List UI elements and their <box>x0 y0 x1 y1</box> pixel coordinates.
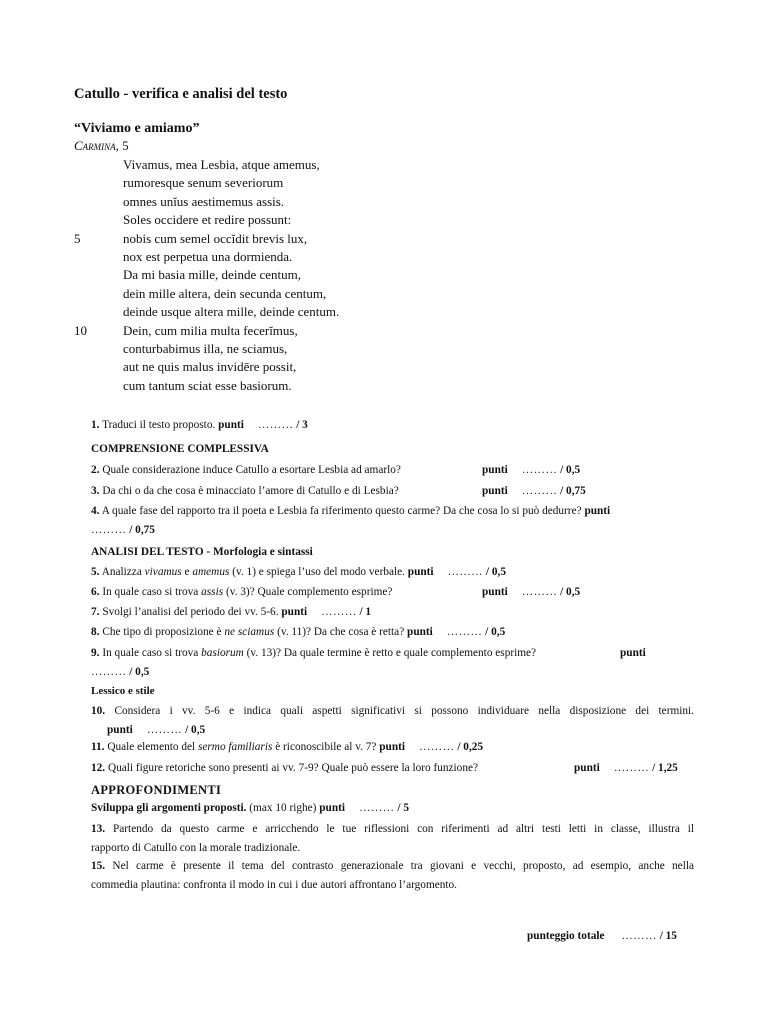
points-score: / 0,5 <box>485 626 506 638</box>
latin-term: assis <box>201 586 224 598</box>
question-4 <box>91 502 694 539</box>
points-dots: ……… <box>321 606 357 618</box>
poem-verse <box>74 285 474 303</box>
latin-term: basiorum <box>201 647 244 659</box>
points-label: punti <box>407 626 433 638</box>
poem-verse <box>74 174 474 192</box>
verse-text: conturbabimus illa, ne sciamus, <box>123 340 288 356</box>
points-label: punti <box>319 802 346 814</box>
poem-verse <box>74 248 474 266</box>
points-dots: ……… <box>91 523 127 536</box>
question-text: (v. 1) e spiega l’uso del modo verbale. <box>232 566 405 578</box>
source-work: Carmina <box>74 138 116 153</box>
question-13 <box>91 820 694 857</box>
section-deepening <box>91 781 694 800</box>
points-score: / 0,75 <box>560 485 586 497</box>
points-dots: ……… <box>447 566 484 578</box>
points-label: punti <box>584 505 611 517</box>
verse-text: cum tantum sciat esse basiorum. <box>123 377 292 393</box>
points-label: punti <box>482 464 508 476</box>
latin-term: amemus <box>192 566 230 578</box>
question-text: Svolgi l’analisi del periodo dei vv. 5-6. <box>102 606 279 618</box>
question-2 <box>91 461 694 480</box>
points-label: punti <box>482 586 508 598</box>
section-heading: ANALISI DEL TESTO - Morfologia e sintassi <box>91 546 313 558</box>
poem-verse <box>74 340 474 358</box>
question-10 <box>91 702 694 739</box>
points-score: / 0,5 <box>560 464 581 476</box>
question-number: 7. <box>91 606 100 618</box>
points-dots: ……… <box>446 626 483 638</box>
question-number: 5. <box>91 566 100 578</box>
question-text: commedia plautina: confronta il modo in cui i due autori affrontano l’argomento. <box>91 878 458 891</box>
question-number: 11. <box>91 741 105 753</box>
question-text: (v. 13)? Da quale termine è retto e quale complemento esprime? <box>246 647 537 659</box>
question-1 <box>91 416 694 435</box>
points-dots: ……… <box>613 762 650 774</box>
verse-text: nox est perpetua una dormienda. <box>123 248 293 264</box>
points-label: punti <box>281 606 308 618</box>
question-line <box>91 702 694 721</box>
verse-number: 5 <box>74 230 81 246</box>
points-dots: ……… <box>146 723 183 736</box>
question-15 <box>91 857 694 894</box>
points-dots: ……… <box>359 802 395 814</box>
question-text: è riconoscibile al v. 7? <box>275 741 377 753</box>
verse-text: omnes unĭus aestimemus assis. <box>123 193 285 209</box>
verse-number: 10 <box>74 322 87 338</box>
poem-text <box>74 156 474 395</box>
question-text: Da chi o da che cosa è minacciato l’amore di Catullo e di Lesbia? <box>102 485 399 497</box>
section-heading: APPROFONDIMENTI <box>91 783 222 797</box>
points-score: / 3 <box>296 419 308 431</box>
points-label: punti <box>620 647 646 659</box>
section-comprehension <box>91 440 694 459</box>
points-dots: ……… <box>521 464 558 476</box>
question-number: 15. <box>91 860 106 872</box>
points-score: / 0,75 <box>129 523 155 536</box>
question-text: Quale considerazione induce Catullo a esortare Lesbia ad amarlo? <box>102 464 401 476</box>
poem-verse <box>74 193 474 211</box>
instruction-note: (max 10 righe) <box>249 802 317 814</box>
total-score <box>91 927 694 946</box>
section-heading: Lessico e stile <box>91 685 155 697</box>
verse-text: nobis cum semel occĭdit brevis lux, <box>123 230 308 246</box>
total-score-value: / 15 <box>659 930 677 942</box>
question-6 <box>91 583 694 602</box>
section-lexicon <box>91 682 694 701</box>
document-title: Catullo - verifica e analisi del testo <box>74 86 288 102</box>
verse-text: aut ne quis malus invidēre possit, <box>123 359 297 375</box>
question-number: 12. <box>91 762 106 774</box>
points-label: punti <box>379 741 405 753</box>
points-label: punti <box>574 762 600 774</box>
verse-text: deinde usque altera mille, deinde centum. <box>123 304 340 320</box>
points-label: punti <box>218 419 244 431</box>
points-score: / 0,25 <box>457 741 484 753</box>
total-label: punteggio totale <box>527 930 605 942</box>
verse-text: Vivamus, mea Lesbia, atque amemus, <box>123 157 320 172</box>
points-score: / 1 <box>359 606 372 618</box>
verse-text: dein mille altera, dein secunda centum, <box>123 285 327 301</box>
poem-verse <box>74 322 474 340</box>
question-text: Considera i vv. 5-6 e indica quali aspetti significativi si possono individuare nella disposizione dei termini. <box>114 705 694 717</box>
question-5 <box>91 563 694 582</box>
question-number: 1. <box>91 419 100 431</box>
question-number: 13. <box>91 823 106 835</box>
poem-verse <box>74 230 474 248</box>
question-number: 10. <box>91 705 106 717</box>
question-line <box>91 857 694 876</box>
points-score: / 0,5 <box>485 566 506 578</box>
points-score: / 0,5 <box>560 586 581 598</box>
points-score: / 0,5 <box>129 665 150 678</box>
question-11 <box>91 738 694 757</box>
verse-text: rumoresque senum severiorum <box>123 175 284 191</box>
points-score: / 5 <box>397 802 409 814</box>
latin-term: vivamus <box>144 566 182 578</box>
question-text: e <box>184 566 190 578</box>
question-text: (v. 3)? Quale complemento esprime? <box>225 586 393 598</box>
question-7 <box>91 603 694 622</box>
poem-verse <box>74 266 474 284</box>
points-dots: ……… <box>91 665 127 678</box>
question-number: 3. <box>91 485 100 497</box>
question-text: Che tipo di proposizione è <box>102 626 222 638</box>
verse-text: Dein, cum milia multa fecerĭmus, <box>123 322 298 338</box>
question-number: 6. <box>91 586 100 598</box>
latin-term: ne sciamus <box>224 626 275 638</box>
points-dots: ……… <box>521 485 558 497</box>
poem-verse <box>74 377 474 395</box>
question-text: Traduci il testo proposto. <box>102 419 216 431</box>
section-analysis <box>91 543 694 562</box>
poem-source <box>74 138 129 154</box>
points-label: punti <box>407 566 434 578</box>
verse-text: Soles occidere et redire possunt: <box>123 212 292 228</box>
question-text: Analizza <box>101 566 142 578</box>
poem-verse <box>74 156 474 174</box>
question-text: In quale caso si trova <box>102 647 199 659</box>
question-9 <box>91 644 694 681</box>
question-text: In quale caso si trova <box>102 586 199 598</box>
question-12 <box>91 759 694 778</box>
points-dots: ……… <box>621 930 657 942</box>
question-text: Quali figure retoriche sono presenti ai vv. 7-9? Quale può essere la loro funzione? <box>107 762 478 774</box>
question-text: (v. 11)? Da che cosa è retta? <box>277 626 405 638</box>
question-text: rapporto di Catullo con la morale tradizionale. <box>91 841 301 854</box>
poem-verse <box>74 358 474 376</box>
poem-verse <box>74 211 474 229</box>
question-number: 9. <box>91 647 100 659</box>
points-dots: ……… <box>258 419 294 431</box>
points-label: punti <box>107 723 133 736</box>
deepening-instructions <box>91 799 694 818</box>
points-label: punti <box>482 485 508 497</box>
question-line <box>91 820 694 839</box>
points-dots: ……… <box>521 586 558 598</box>
points-dots: ……… <box>419 741 455 753</box>
instruction-lead: Sviluppa gli argomenti proposti. <box>91 802 247 814</box>
question-number: 2. <box>91 464 100 476</box>
points-score: / 0,5 <box>185 723 206 736</box>
question-text: Quale elemento del <box>107 741 196 753</box>
question-text: Partendo da questo carme e arricchendo le tue riflessioni con riferimenti ad altri testi letti in classe, illustra il <box>113 823 695 835</box>
poem-verse <box>74 303 474 321</box>
poem-title: “Viviamo e amiamo” <box>74 121 200 136</box>
latin-term: sermo familiaris <box>197 741 273 753</box>
question-number: 4. <box>91 505 100 517</box>
question-text: Nel carme è presente il tema del contrasto generazionale tra giovani e vecchi, proposto, ad esempio, anche nella <box>112 860 694 872</box>
question-number: 8. <box>91 626 100 638</box>
question-text: A quale fase del rapporto tra il poeta e Lesbia fa riferimento questo carme? Da che cosa lo si può dedurre? <box>101 505 582 517</box>
section-heading: COMPRENSIONE COMPLESSIVA <box>91 443 269 455</box>
source-number: , 5 <box>115 138 129 153</box>
verse-text: Da mi basia mille, deinde centum, <box>123 267 301 283</box>
question-8 <box>91 623 694 642</box>
points-score: / 1,25 <box>652 762 678 774</box>
question-3 <box>91 482 694 501</box>
